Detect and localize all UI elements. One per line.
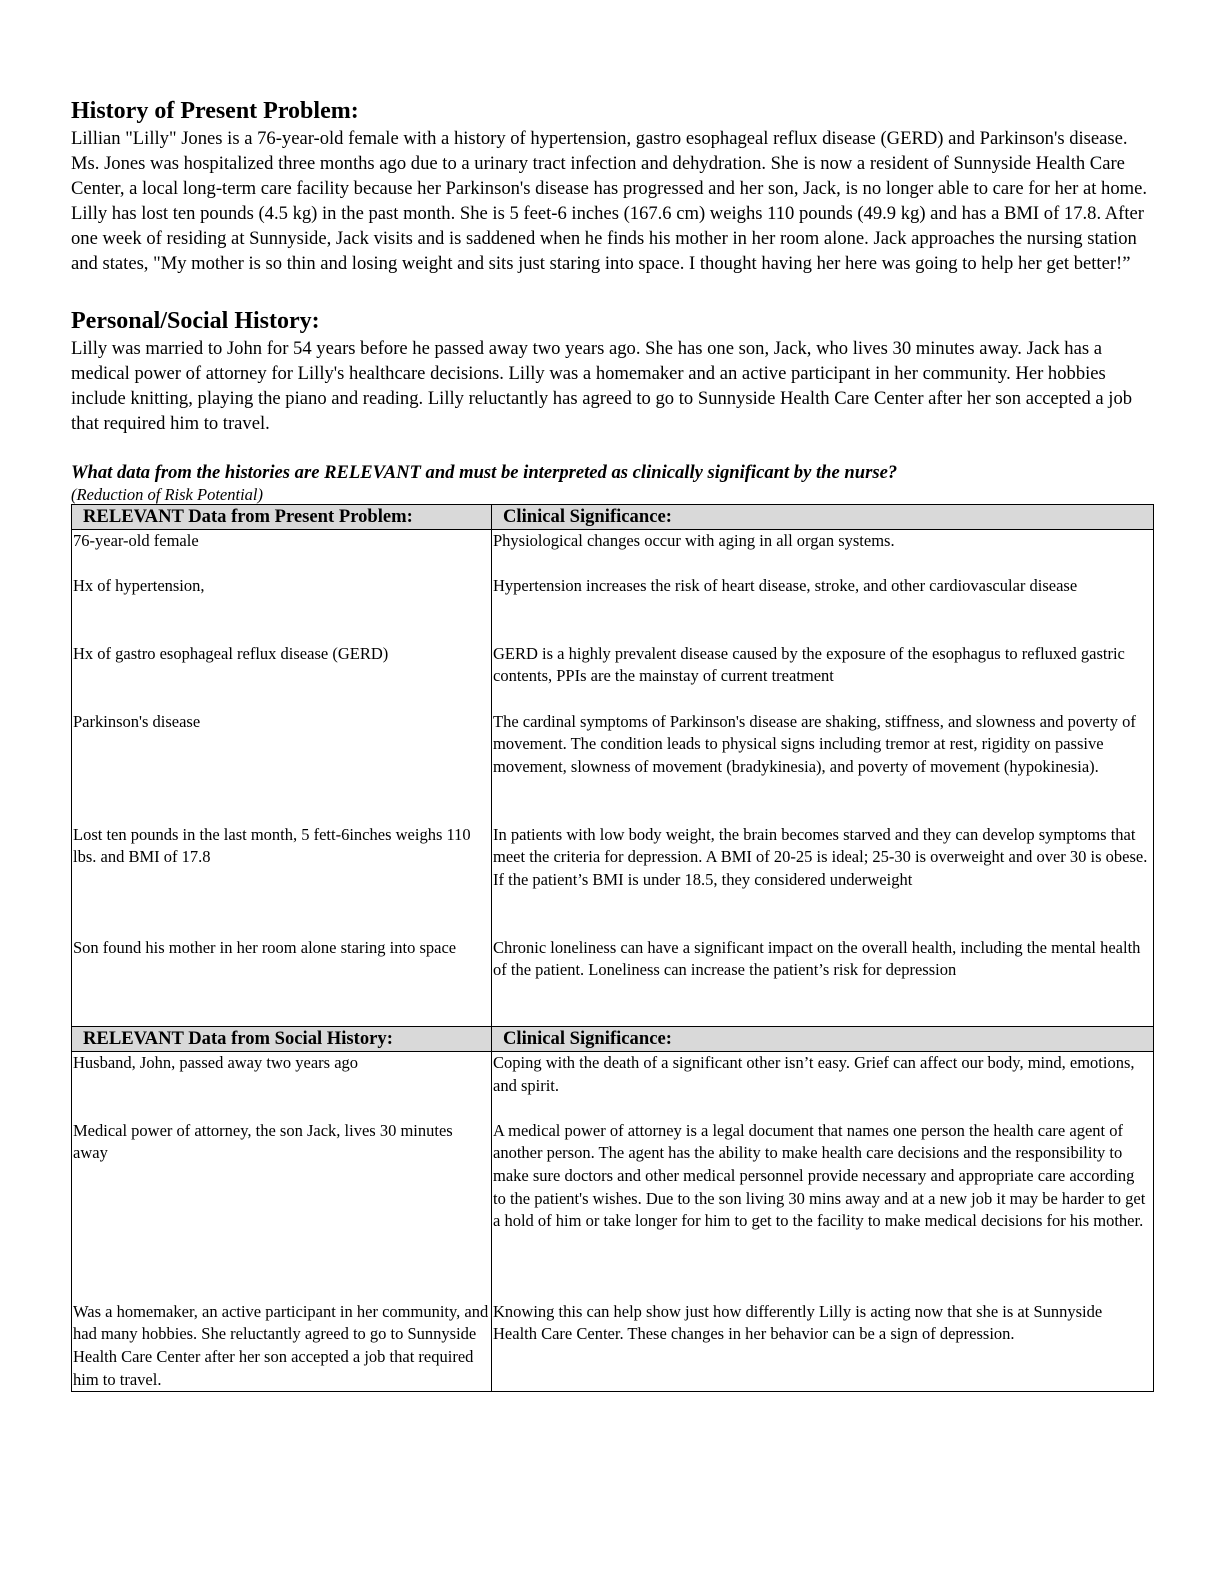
significance-cell: Hypertension increases the risk of heart disease, stroke, and other cardiovascular disease [492, 575, 1154, 643]
document-page [71, 96, 1153, 1392]
table-header-row [72, 1027, 1154, 1052]
relevant-data-cell: Hx of hypertension, [72, 575, 492, 643]
relevant-data-cell: Hx of gastro esophageal reflux disease (GERD) [72, 643, 492, 711]
relevant-data-table [71, 504, 1154, 1392]
history-present-problem-heading: History of Present Problem: [71, 98, 359, 124]
personal-social-history-heading: Personal/Social History: [71, 308, 320, 334]
table-row [72, 937, 1154, 1027]
clinical-significance-header: Clinical Significance: [492, 1027, 1154, 1052]
significance-cell: Physiological changes occur with aging in all organ systems. [492, 530, 1154, 575]
significance-cell: Chronic loneliness can have a significant impact on the overall health, including the mental health of the patient. Loneliness can increase the patient’s risk for depression [492, 937, 1154, 1027]
table-row [72, 711, 1154, 824]
significance-cell: A medical power of attorney is a legal document that names one person the health care agent of another person. The agent has the ability to make health care decisions and the responsibility to make sure doctors and other medical personnel provide necessary and appropriate care according to the patient's wishes. Due to the son living 30 mins away and at a new job it may be harder to get a hold of him or take longer for him to get to the facility to make medical decisions for his mother. [492, 1120, 1154, 1301]
social-history-header: RELEVANT Data from Social History: [72, 1027, 492, 1052]
significance-cell: In patients with low body weight, the brain becomes starved and they can develop symptoms that meet the criteria for depression. A BMI of 20-25 is ideal; 25-30 is overweight and over 30 is obese. If the patient’s BMI is under 18.5, they considered underweight [492, 824, 1154, 937]
table-row [72, 1120, 1154, 1301]
significance-cell: Knowing this can help show just how differently Lilly is acting now that she is at Sunnyside Health Care Center. These changes in her behavior can be a sign of depression. [492, 1301, 1154, 1392]
relevant-data-cell: Husband, John, passed away two years ago [72, 1052, 492, 1120]
table-row [72, 530, 1154, 575]
history-present-problem-text: Lillian "Lilly" Jones is a 76-year-old female with a history of hypertension, gastro esophageal reflux disease (GERD) and Parkinson's disease. Ms. Jones was hospitalized three months ago due to a urinary tract infection and dehydration. She is now a resident of Sunnyside Health Care Center, a local long-term care facility because her Parkinson's disease has progressed and her son, Jack, is no longer able to care for her at home. Lilly has lost ten pounds (4.5 kg) in the past month. She is 5 feet-6 inches (167.6 cm) weighs 110 pounds (49.9 kg) and has a BMI of 17.8. After one week of residing at Sunnyside, Jack visits and is saddened when he finds his mother in her room alone. Jack approaches the nursing station and states, "My mother is so thin and losing weight and sits just staring into space. I thought having her here was going to help her get better!” [71, 128, 1147, 274]
clinical-significance-header: Clinical Significance: [492, 505, 1154, 530]
significance-cell: The cardinal symptoms of Parkinson's disease are shaking, stiffness, and slowness and poverty of movement. The condition leads to physical signs including tremor at rest, rigidity on passive movement, slowness of movement (bradykinesia), and poverty of movement (hypokinesia). [492, 711, 1154, 824]
significance-cell: Coping with the death of a significant other isn’t easy. Grief can affect our body, mind, emotions, and spirit. [492, 1052, 1154, 1120]
present-problem-header: RELEVANT Data from Present Problem: [72, 505, 492, 530]
table-row [72, 643, 1154, 711]
table-row [72, 575, 1154, 643]
relevant-data-cell: Medical power of attorney, the son Jack, lives 30 minutes away [72, 1120, 492, 1301]
significance-cell: GERD is a highly prevalent disease caused by the exposure of the esophagus to refluxed gastric contents, PPIs are the mainstay of current treatment [492, 643, 1154, 711]
question-subtitle: (Reduction of Risk Potential) [71, 485, 263, 504]
table-row [72, 1301, 1154, 1392]
table-row [72, 1052, 1154, 1120]
personal-social-history-text: Lilly was married to John for 54 years before he passed away two years ago. She has one son, Jack, who lives 30 minutes away. Jack has a medical power of attorney for Lilly's healthcare decisions. Lilly was a homemaker and an active participant in her community. Her hobbies include knitting, playing the piano and reading. Lilly reluctantly has agreed to go to Sunnyside Health Care Center after her son accepted a job that required him to travel. [71, 338, 1133, 434]
relevant-data-cell: Was a homemaker, an active participant in her community, and had many hobbies. She reluctantly agreed to go to Sunnyside Health Care Center after her son accepted a job that required him to travel. [72, 1301, 492, 1392]
relevant-data-cell: Lost ten pounds in the last month, 5 fett-6inches weighs 110 lbs. and BMI of 17.8 [72, 824, 492, 937]
table-header-row [72, 505, 1154, 530]
relevant-data-cell: 76-year-old female [72, 530, 492, 575]
table-row [72, 824, 1154, 937]
relevant-data-cell: Parkinson's disease [72, 711, 492, 824]
relevant-data-cell: Son found his mother in her room alone staring into space [72, 937, 492, 1027]
question-text: What data from the histories are RELEVANT and must be interpreted as clinically significant by the nurse? [71, 462, 898, 483]
